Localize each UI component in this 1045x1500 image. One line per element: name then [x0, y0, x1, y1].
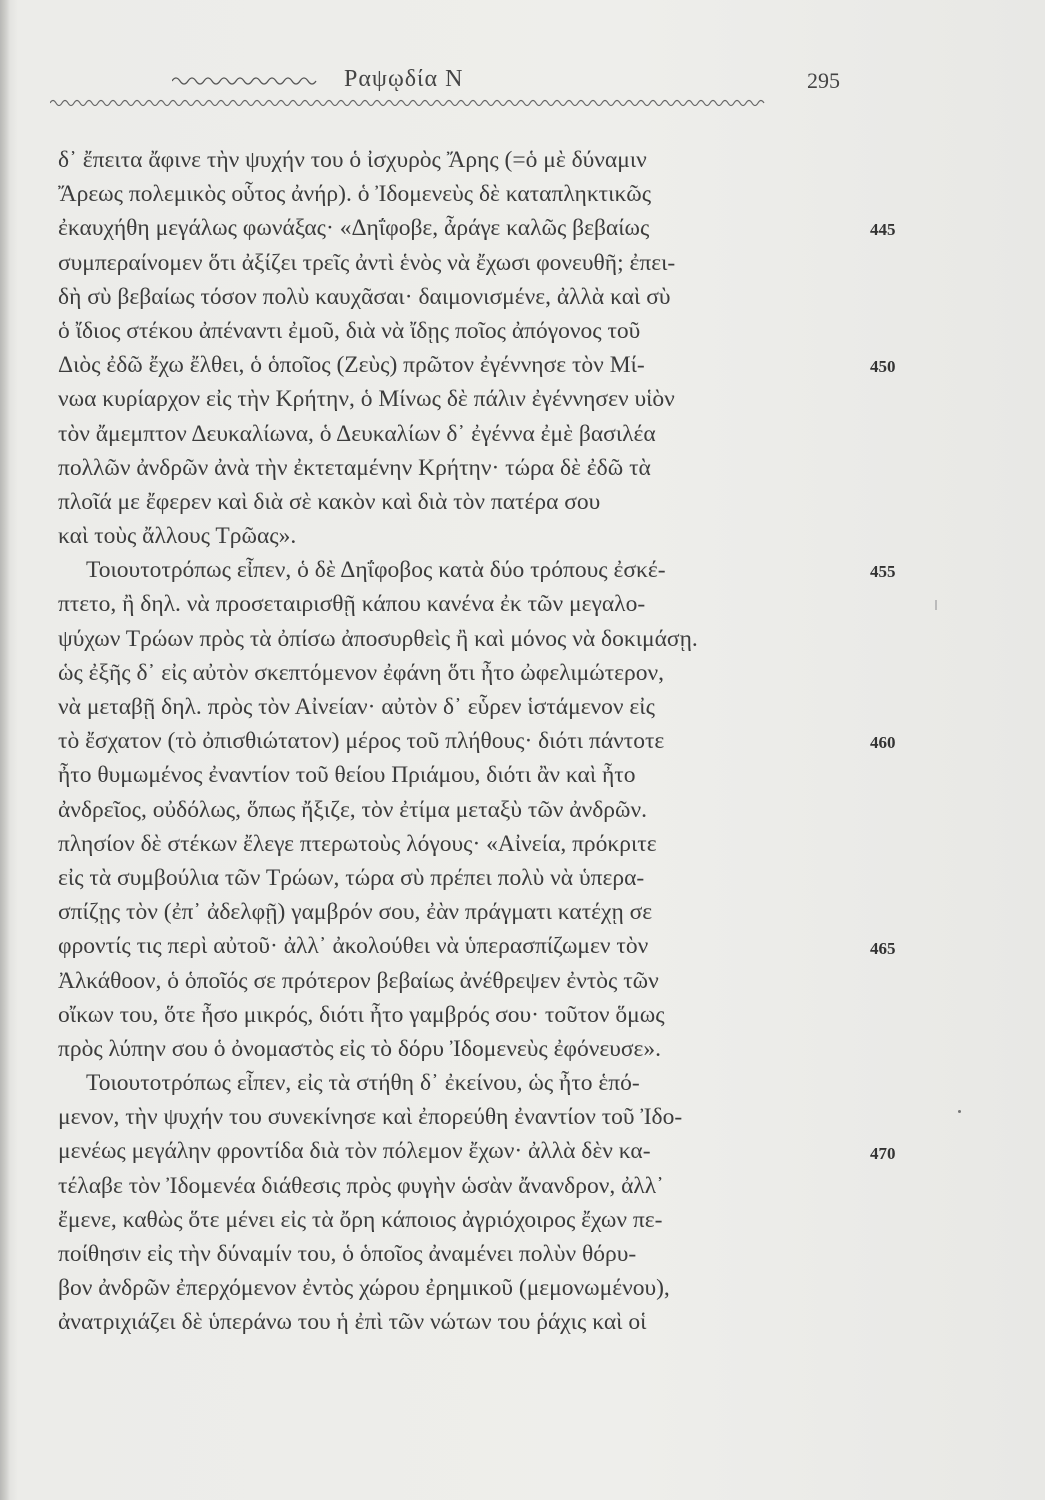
header-title: Ραψῳδία Ν — [344, 66, 464, 92]
text-line: μενον, τὴν ψυχήν του συνεκίνησε καὶ ἐπορεύθη ἐναντίον τοῦ Ἰδο- — [58, 1104, 683, 1131]
text-line: Ἄρεως πολεμικὸς οὗτος ἀνήρ). ὁ Ἰδομενεὺς δὲ καταπληκτικῶς — [58, 181, 652, 208]
text-line: εἰς τὰ συμβούλια τῶν Τρώων, τώρα σὺ πρέπει πολὺ νὰ ὑπερα- — [58, 864, 645, 891]
text-line: ἀνδρεῖος, οὐδόλως, ὅπως ἤξιζε, τὸν ἐτίμα μεταξὺ τῶν ἀνδρῶν. — [58, 796, 648, 823]
text-line: ψύχων Τρώων πρὸς τὰ ὀπίσω ἀποσυρθεὶς ἢ καὶ μόνος νὰ δοκιμάσῃ. — [58, 625, 698, 652]
text-line: πρὸς λύπην σου ὁ ὀνομαστὸς εἰς τὸ δόρυ Ἰδομενεὺς ἐφόνευσε». — [58, 1035, 662, 1062]
text-line: Διὸς ἐδῶ ἔχω ἔλθει, ὁ ὁποῖος (Ζεὺς) πρῶτον ἐγέννησε τὸν Μί- — [58, 352, 645, 379]
text-line: νωα κυρίαρχον εἰς τὴν Κρήτην, ὁ Μίνως δὲ πάλιν ἐγέννησεν υἱὸν — [58, 386, 675, 413]
text-line: σπίζῃς τὸν (ἐπ᾽ ἀδελφῇ) γαμβρόν σου, ἐὰν πράγματι κατέχῃ σε — [58, 899, 653, 926]
text-line: δ᾽ ἔπειτα ἄφινε τὴν ψυχήν του ὁ ἰσχυρὸς Ἄρης (=ὁ μὲ δύναμιν — [58, 147, 647, 173]
text-line: δὴ σὺ βεβαίως τόσον πολὺ καυχᾶσαι· δαιμονισμένε, ἀλλὰ καὶ σὺ — [58, 283, 671, 310]
text-line: ἦτο θυμωμένος ἐναντίον τοῦ θείου Πριάμου, διότι ἂν καὶ ἦτο — [58, 762, 636, 789]
text-line: Ἀλκάθοον, ὁ ὁποῖός σε πρότερον βεβαίως ἀνέθρεψεν ἐντὸς τῶν — [58, 967, 659, 994]
verse-number: 445 — [870, 220, 896, 240]
text-line: νὰ μεταβῇ δηλ. πρὸς τὸν Αἰνείαν· αὐτὸν δ᾽ εὗρεν ἱστάμενον εἰς — [58, 694, 655, 720]
verse-number: 450 — [870, 357, 896, 377]
verse-number: 460 — [870, 733, 896, 753]
text-line: τὸν ἄμεμπτον Δευκαλίωνα, ὁ Δευκαλίων δ᾽ ἐγέννα ἐμὲ βασιλέα — [58, 420, 656, 447]
text-line: καὶ τοὺς ἄλλους Τρῶας». — [58, 523, 297, 550]
text-line: πολλῶν ἀνδρῶν ἀνὰ τὴν ἐκτεταμένην Κρήτην· τώρα δὲ ἐδῶ τὰ — [58, 454, 651, 481]
print-speck — [958, 1110, 961, 1113]
text-line: ὁ ἴδιος στέκου ἀπέναντι ἐμοῦ, διὰ νὰ ἴδῃς ποῖος ἀπόγονος τοῦ — [58, 317, 641, 344]
text-line: πτετο, ἢ δηλ. νὰ προσεταιρισθῇ κάπου κανένα ἐκ τῶν μεγαλο- — [58, 591, 646, 618]
text-line: πλησίον δὲ στέκων ἔλεγε πτερωτοὺς λόγους· «Αἰνεία, πρόκριτε — [58, 830, 657, 857]
text-line: συμπεραίνομεν ὅτι ἀξίζει τρεῖς ἀντὶ ἑνὸς νὰ ἔχωσι φονευθῆ; ἐπει- — [58, 249, 676, 276]
text-line: τὸ ἔσχατον (τὸ ὀπισθιώτατον) μέρος τοῦ πλήθους· διότι πάντοτε — [58, 728, 665, 755]
text-line: τέλαβε τὸν Ἰδομενέα διάθεσις πρὸς φυγὴν ὡσὰν ἄνανδρον, ἀλλ᾽ — [58, 1172, 665, 1199]
text-line: φροντίς τις περὶ αὐτοῦ· ἀλλ᾽ ἀκολούθει νὰ ὑπερασπίζωμεν τὸν — [58, 933, 649, 960]
text-line: οἴκων του, ὅτε ἦσο μικρός, διότι ἦτο γαμβρός σου· τοῦτον ὅμως — [58, 1001, 665, 1028]
verse-number: 470 — [870, 1143, 896, 1163]
page-number: 295 — [807, 68, 840, 93]
text-line: ἐκαυχήθη μεγάλως φωνάξας· «Δηΐφοβε, ἆράγε καλῶς βεβαίως — [58, 215, 650, 242]
text-line: ποίθησιν εἰς τὴν δύναμίν του, ὁ ὁποῖος ἀναμένει πολὺν θόρυ- — [58, 1241, 637, 1267]
header-ornament-wavy-line — [172, 74, 322, 88]
text-line: Τοιουτοτρόπως εἶπεν, εἰς τὰ στήθη δ᾽ ἐκείνου, ὡς ἦτο ἑπό- — [86, 1070, 640, 1097]
text-line: βον ἀνδρῶν ἐπερχόμενον ἐντὸς χώρου ἐρημικοῦ (μεμονωμένου), — [58, 1275, 670, 1302]
header-rule-wavy — [50, 96, 830, 110]
verse-number: 455 — [870, 562, 896, 582]
text-line: ἔμενε, καθὼς ὅτε μένει εἰς τὰ ὄρη κάποιος ἀγριόχοιρος ἔχων πε- — [58, 1206, 663, 1233]
print-speck — [935, 600, 937, 610]
text-line: πλοῖά με ἔφερεν καὶ διὰ σὲ κακὸν καὶ διὰ τὸν πατέρα σου — [58, 488, 601, 515]
body-text — [58, 143, 848, 1340]
verse-number: 465 — [870, 938, 896, 958]
text-line: ἀνατριχιάζει δὲ ὑπεράνω του ἡ ἐπὶ τῶν νώτων του ῥάχις καὶ οἱ — [58, 1309, 647, 1336]
binding-shadow — [0, 0, 10, 1500]
text-line: μενέως μεγάλην φροντίδα διὰ τὸν πόλεμον ἔχων· ἀλλὰ δὲν κα- — [58, 1138, 651, 1165]
text-line: Τοιουτοτρόπως εἶπεν, ὁ δὲ Δηΐφοβος κατὰ δύο τρόπους ἐσκέ- — [86, 557, 666, 584]
text-line: ὡς ἐξῆς δ᾽ εἰς αὐτὸν σκεπτόμενον ἐφάνη ὅτι ἦτο ὠφελιμώτερον, — [58, 659, 664, 686]
